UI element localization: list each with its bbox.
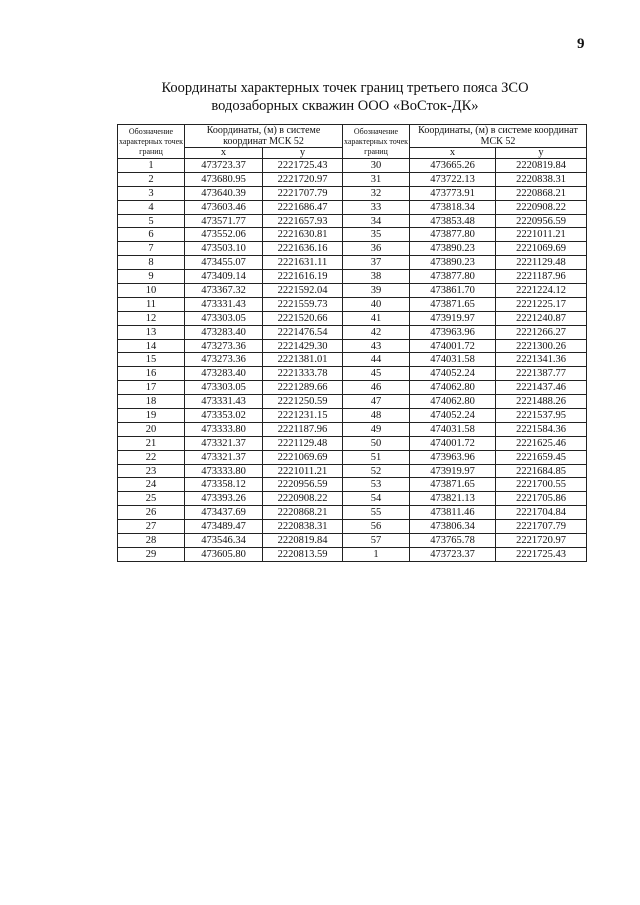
point-id-right: 55 bbox=[343, 506, 410, 520]
table-row bbox=[118, 547, 587, 561]
y-value: 2221631.11 bbox=[263, 256, 343, 270]
x-value: 473571.77 bbox=[185, 214, 263, 228]
y-value: 2221289.66 bbox=[263, 381, 343, 395]
y-value-right: 2221437.46 bbox=[496, 381, 587, 395]
table-row bbox=[118, 436, 587, 450]
y-value-right: 2221705.86 bbox=[496, 492, 587, 506]
y-value: 2221381.01 bbox=[263, 353, 343, 367]
y-value-right: 2220819.84 bbox=[496, 159, 587, 173]
point-id-right: 30 bbox=[343, 159, 410, 173]
x-value-right: 473821.13 bbox=[410, 492, 496, 506]
point-id-right: 50 bbox=[343, 436, 410, 450]
table-row bbox=[118, 353, 587, 367]
x-value-right: 474001.72 bbox=[410, 339, 496, 353]
y-value-right: 2221700.55 bbox=[496, 478, 587, 492]
y-value: 2221725.43 bbox=[263, 159, 343, 173]
point-id-right: 40 bbox=[343, 297, 410, 311]
y-value-right: 2221704.84 bbox=[496, 506, 587, 520]
table-row bbox=[118, 450, 587, 464]
point-id-right: 56 bbox=[343, 520, 410, 534]
point-id: 7 bbox=[118, 242, 185, 256]
table-row bbox=[118, 214, 587, 228]
y-value: 2221011.21 bbox=[263, 464, 343, 478]
x-value-right: 474062.80 bbox=[410, 381, 496, 395]
y-value-right: 2221011.21 bbox=[496, 228, 587, 242]
x-value-right: 473806.34 bbox=[410, 520, 496, 534]
table-row bbox=[118, 270, 587, 284]
table-row bbox=[118, 367, 587, 381]
x-value: 473273.36 bbox=[185, 339, 263, 353]
point-id-right: 45 bbox=[343, 367, 410, 381]
x-value-right: 473665.26 bbox=[410, 159, 496, 173]
table-row bbox=[118, 534, 587, 548]
y-value-right: 2221240.87 bbox=[496, 311, 587, 325]
point-id: 1 bbox=[118, 159, 185, 173]
y-value-right: 2220838.31 bbox=[496, 172, 587, 186]
y-value-right: 2221488.26 bbox=[496, 395, 587, 409]
y-value: 2221231.15 bbox=[263, 409, 343, 423]
table-row bbox=[118, 159, 587, 173]
y-value-right: 2220868.21 bbox=[496, 186, 587, 200]
coordinates-table bbox=[117, 124, 587, 562]
x-value: 473331.43 bbox=[185, 297, 263, 311]
point-id-right: 39 bbox=[343, 284, 410, 298]
title-line-2: водозаборных скважин ООО «ВоСток-ДК» bbox=[211, 98, 479, 114]
y-value: 2221707.79 bbox=[263, 186, 343, 200]
x-value-right: 473877.80 bbox=[410, 228, 496, 242]
point-id-right: 57 bbox=[343, 534, 410, 548]
point-id-right: 51 bbox=[343, 450, 410, 464]
y-value: 2221686.47 bbox=[263, 200, 343, 214]
point-id: 18 bbox=[118, 395, 185, 409]
x-value-right: 473723.37 bbox=[410, 547, 496, 561]
x-value: 473680.95 bbox=[185, 172, 263, 186]
point-id-right: 49 bbox=[343, 422, 410, 436]
x-value: 473321.37 bbox=[185, 436, 263, 450]
y-value-right: 2221225.17 bbox=[496, 297, 587, 311]
y-value-right: 2221266.27 bbox=[496, 325, 587, 339]
x-value: 473605.80 bbox=[185, 547, 263, 561]
x-value: 473331.43 bbox=[185, 395, 263, 409]
header-point-designation: Обозначение характерных точек границ bbox=[118, 125, 185, 159]
y-value-right: 2221725.43 bbox=[496, 547, 587, 561]
point-id: 3 bbox=[118, 186, 185, 200]
y-value-right: 2221625.46 bbox=[496, 436, 587, 450]
y-value: 2221559.73 bbox=[263, 297, 343, 311]
point-id-right: 42 bbox=[343, 325, 410, 339]
y-value: 2220868.21 bbox=[263, 506, 343, 520]
y-value-right: 2220956.59 bbox=[496, 214, 587, 228]
x-value-right: 473818.34 bbox=[410, 200, 496, 214]
point-id: 25 bbox=[118, 492, 185, 506]
header-coordinates-right: Координаты, (м) в системе координат МСК 52 bbox=[410, 125, 587, 148]
y-value: 2221069.69 bbox=[263, 450, 343, 464]
x-value-right: 473773.91 bbox=[410, 186, 496, 200]
point-id: 5 bbox=[118, 214, 185, 228]
point-id: 22 bbox=[118, 450, 185, 464]
point-id: 27 bbox=[118, 520, 185, 534]
y-value: 2220908.22 bbox=[263, 492, 343, 506]
x-value-right: 474052.24 bbox=[410, 409, 496, 423]
y-value: 2221476.54 bbox=[263, 325, 343, 339]
table-row bbox=[118, 506, 587, 520]
x-value: 473552.06 bbox=[185, 228, 263, 242]
title-line-1: Координаты характерных точек границ третьего пояса ЗСО bbox=[161, 80, 529, 96]
header-coordinates: Координаты, (м) в системе координат МСК 52 bbox=[185, 125, 343, 148]
x-value-right: 473871.65 bbox=[410, 297, 496, 311]
x-value-right: 473871.65 bbox=[410, 478, 496, 492]
table-row bbox=[118, 395, 587, 409]
table-row bbox=[118, 297, 587, 311]
x-value-right: 473861.70 bbox=[410, 284, 496, 298]
point-id: 20 bbox=[118, 422, 185, 436]
y-value-right: 2220908.22 bbox=[496, 200, 587, 214]
point-id: 4 bbox=[118, 200, 185, 214]
point-id: 29 bbox=[118, 547, 185, 561]
point-id-right: 31 bbox=[343, 172, 410, 186]
point-id-right: 38 bbox=[343, 270, 410, 284]
x-value-right: 474031.58 bbox=[410, 422, 496, 436]
x-value: 473367.32 bbox=[185, 284, 263, 298]
point-id-right: 54 bbox=[343, 492, 410, 506]
y-value: 2221250.59 bbox=[263, 395, 343, 409]
x-value: 473640.39 bbox=[185, 186, 263, 200]
y-value-right: 2221684.85 bbox=[496, 464, 587, 478]
point-id: 17 bbox=[118, 381, 185, 395]
x-value-right: 473853.48 bbox=[410, 214, 496, 228]
table-row bbox=[118, 422, 587, 436]
y-value: 2221657.93 bbox=[263, 214, 343, 228]
y-value: 2220813.59 bbox=[263, 547, 343, 561]
point-id-right: 47 bbox=[343, 395, 410, 409]
x-value: 473503.10 bbox=[185, 242, 263, 256]
point-id: 14 bbox=[118, 339, 185, 353]
table-row bbox=[118, 339, 587, 353]
point-id-right: 36 bbox=[343, 242, 410, 256]
document-title bbox=[90, 79, 600, 115]
x-value: 473303.05 bbox=[185, 311, 263, 325]
table-row bbox=[118, 478, 587, 492]
y-value: 2221187.96 bbox=[263, 422, 343, 436]
x-value: 473546.34 bbox=[185, 534, 263, 548]
x-value: 473358.12 bbox=[185, 478, 263, 492]
point-id: 21 bbox=[118, 436, 185, 450]
x-value-right: 474031.58 bbox=[410, 353, 496, 367]
y-value-right: 2221224.12 bbox=[496, 284, 587, 298]
point-id: 9 bbox=[118, 270, 185, 284]
table-row bbox=[118, 520, 587, 534]
x-value: 473333.80 bbox=[185, 464, 263, 478]
x-value: 473723.37 bbox=[185, 159, 263, 173]
x-value: 473393.26 bbox=[185, 492, 263, 506]
header-x: x bbox=[185, 148, 263, 159]
x-value-right: 473877.80 bbox=[410, 270, 496, 284]
x-value: 473353.02 bbox=[185, 409, 263, 423]
x-value: 473283.40 bbox=[185, 325, 263, 339]
x-value: 473603.46 bbox=[185, 200, 263, 214]
point-id-right: 41 bbox=[343, 311, 410, 325]
y-value-right: 2221129.48 bbox=[496, 256, 587, 270]
header-y-right: y bbox=[496, 148, 587, 159]
x-value: 473489.47 bbox=[185, 520, 263, 534]
point-id: 23 bbox=[118, 464, 185, 478]
y-value: 2221636.16 bbox=[263, 242, 343, 256]
x-value-right: 473722.13 bbox=[410, 172, 496, 186]
point-id-right: 35 bbox=[343, 228, 410, 242]
table-row bbox=[118, 228, 587, 242]
table-row bbox=[118, 284, 587, 298]
point-id-right: 44 bbox=[343, 353, 410, 367]
y-value-right: 2221187.96 bbox=[496, 270, 587, 284]
header-point-designation-right: Обозначение характерных точек границ bbox=[343, 125, 410, 159]
x-value-right: 473919.97 bbox=[410, 311, 496, 325]
y-value: 2221720.97 bbox=[263, 172, 343, 186]
page-number: 9 bbox=[577, 36, 585, 52]
point-id: 6 bbox=[118, 228, 185, 242]
point-id: 10 bbox=[118, 284, 185, 298]
point-id-right: 33 bbox=[343, 200, 410, 214]
point-id-right: 34 bbox=[343, 214, 410, 228]
table-row bbox=[118, 186, 587, 200]
x-value: 473303.05 bbox=[185, 381, 263, 395]
point-id: 28 bbox=[118, 534, 185, 548]
x-value-right: 474001.72 bbox=[410, 436, 496, 450]
x-value: 473409.14 bbox=[185, 270, 263, 284]
table-row bbox=[118, 409, 587, 423]
table-row bbox=[118, 242, 587, 256]
y-value-right: 2221069.69 bbox=[496, 242, 587, 256]
point-id-right: 32 bbox=[343, 186, 410, 200]
point-id: 11 bbox=[118, 297, 185, 311]
table-row bbox=[118, 172, 587, 186]
y-value-right: 2221537.95 bbox=[496, 409, 587, 423]
y-value-right: 2221387.77 bbox=[496, 367, 587, 381]
table-row bbox=[118, 381, 587, 395]
point-id: 15 bbox=[118, 353, 185, 367]
y-value-right: 2221584.36 bbox=[496, 422, 587, 436]
table-body bbox=[118, 159, 587, 562]
point-id: 16 bbox=[118, 367, 185, 381]
y-value: 2221520.66 bbox=[263, 311, 343, 325]
point-id-right: 53 bbox=[343, 478, 410, 492]
x-value: 473283.40 bbox=[185, 367, 263, 381]
point-id: 19 bbox=[118, 409, 185, 423]
point-id-right: 48 bbox=[343, 409, 410, 423]
point-id: 12 bbox=[118, 311, 185, 325]
x-value-right: 473963.96 bbox=[410, 325, 496, 339]
x-value-right: 473890.23 bbox=[410, 242, 496, 256]
table-row bbox=[118, 311, 587, 325]
x-value-right: 473890.23 bbox=[410, 256, 496, 270]
y-value-right: 2221659.45 bbox=[496, 450, 587, 464]
point-id-right: 52 bbox=[343, 464, 410, 478]
x-value-right: 473811.46 bbox=[410, 506, 496, 520]
x-value-right: 473765.78 bbox=[410, 534, 496, 548]
y-value: 2221630.81 bbox=[263, 228, 343, 242]
point-id-right: 37 bbox=[343, 256, 410, 270]
y-value-right: 2221720.97 bbox=[496, 534, 587, 548]
point-id: 13 bbox=[118, 325, 185, 339]
y-value: 2221429.30 bbox=[263, 339, 343, 353]
header-y: y bbox=[263, 148, 343, 159]
x-value-right: 474062.80 bbox=[410, 395, 496, 409]
y-value: 2220838.31 bbox=[263, 520, 343, 534]
x-value: 473273.36 bbox=[185, 353, 263, 367]
x-value-right: 473919.97 bbox=[410, 464, 496, 478]
y-value-right: 2221707.79 bbox=[496, 520, 587, 534]
y-value: 2220956.59 bbox=[263, 478, 343, 492]
x-value-right: 474052.24 bbox=[410, 367, 496, 381]
y-value-right: 2221341.36 bbox=[496, 353, 587, 367]
table-row bbox=[118, 464, 587, 478]
table-row bbox=[118, 256, 587, 270]
point-id-right: 1 bbox=[343, 547, 410, 561]
x-value: 473321.37 bbox=[185, 450, 263, 464]
x-value: 473455.07 bbox=[185, 256, 263, 270]
table-row bbox=[118, 200, 587, 214]
x-value: 473333.80 bbox=[185, 422, 263, 436]
point-id: 26 bbox=[118, 506, 185, 520]
y-value-right: 2221300.26 bbox=[496, 339, 587, 353]
y-value: 2220819.84 bbox=[263, 534, 343, 548]
y-value: 2221592.04 bbox=[263, 284, 343, 298]
point-id: 2 bbox=[118, 172, 185, 186]
point-id: 8 bbox=[118, 256, 185, 270]
table-row bbox=[118, 492, 587, 506]
y-value: 2221616.19 bbox=[263, 270, 343, 284]
x-value: 473437.69 bbox=[185, 506, 263, 520]
table-row bbox=[118, 325, 587, 339]
point-id-right: 46 bbox=[343, 381, 410, 395]
x-value-right: 473963.96 bbox=[410, 450, 496, 464]
point-id: 24 bbox=[118, 478, 185, 492]
header-x-right: x bbox=[410, 148, 496, 159]
point-id-right: 43 bbox=[343, 339, 410, 353]
y-value: 2221129.48 bbox=[263, 436, 343, 450]
y-value: 2221333.78 bbox=[263, 367, 343, 381]
